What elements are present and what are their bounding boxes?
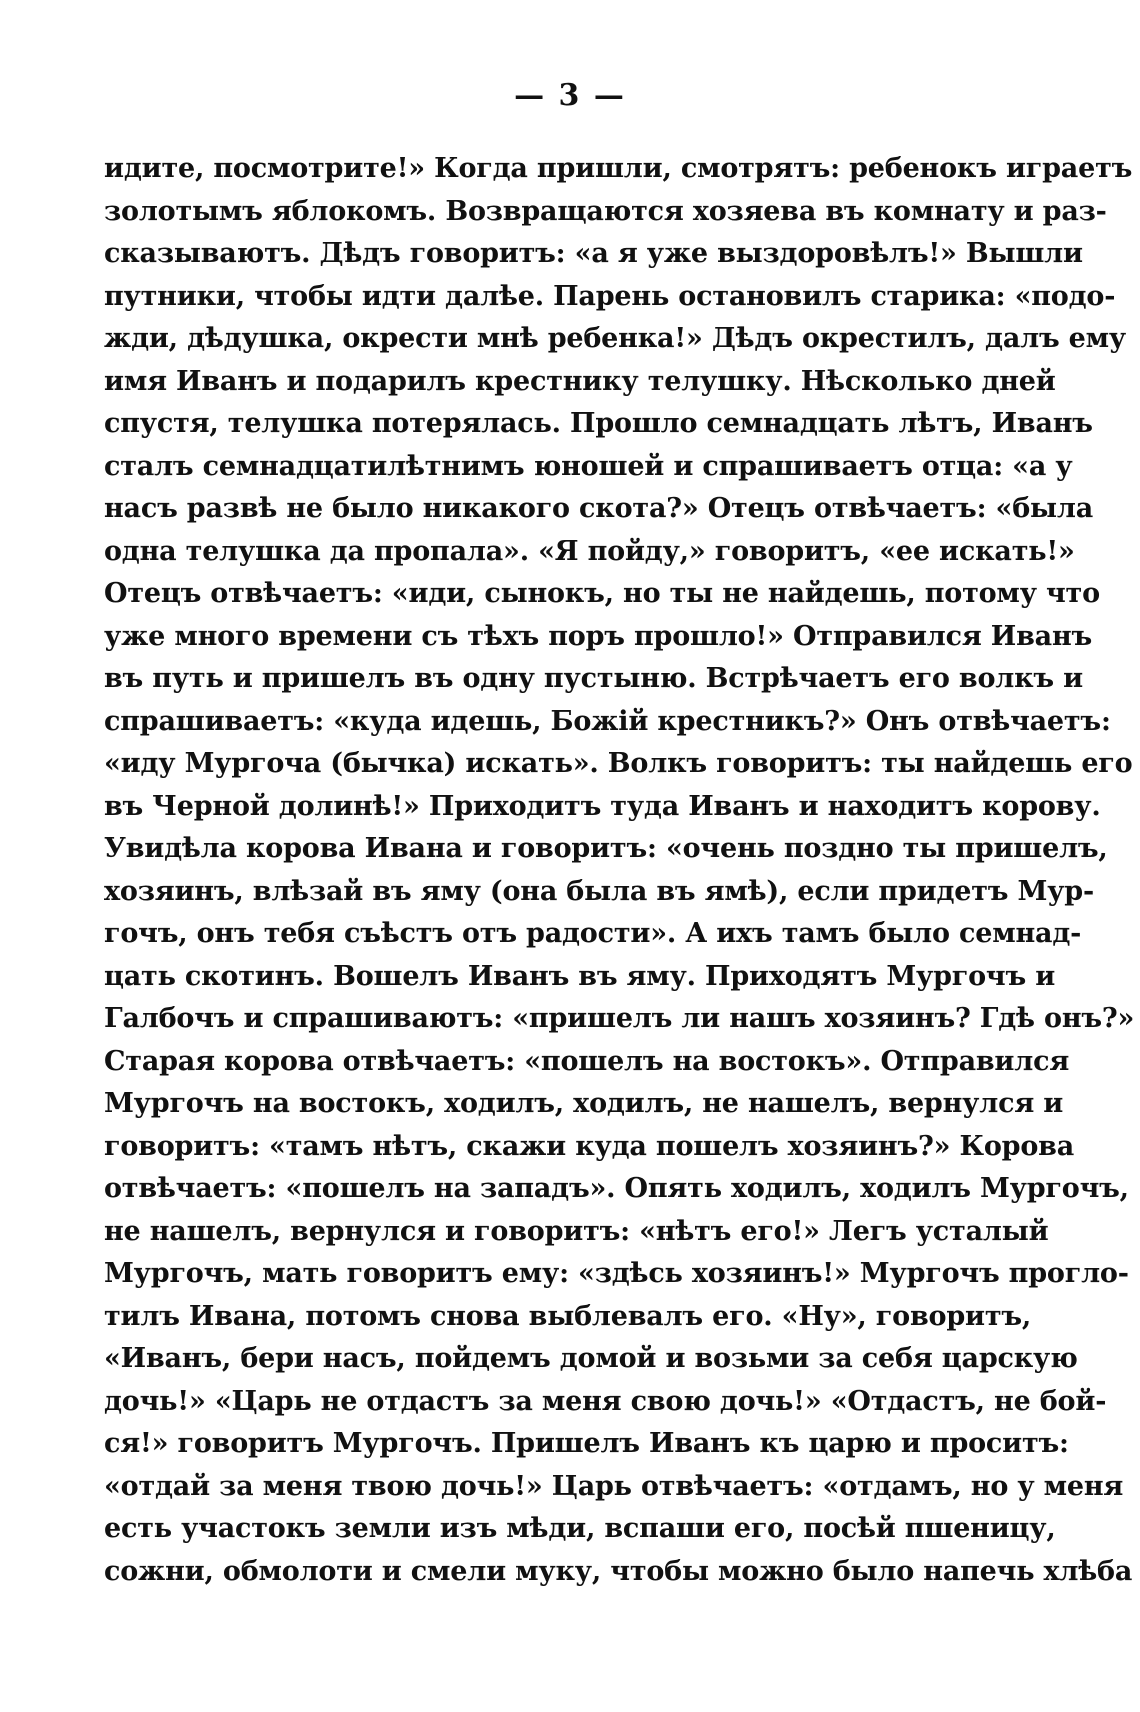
body-text — [104, 148, 1135, 1593]
text-line: тилъ Ивана, потомъ снова выблевалъ его. «Ну», говоритъ, — [104, 1300, 1032, 1332]
text-line: не нашелъ, вернулся и говоритъ: «нѣтъ его!» Легъ усталый — [104, 1215, 1049, 1247]
text-line: сожни, обмолоти и смели муку, чтобы можно было напечь хлѣба — [104, 1555, 1133, 1587]
text-line: имя Иванъ и подарилъ крестнику телушку. Нѣсколько дней — [104, 365, 1056, 397]
text-line: Увидѣла корова Ивана и говоритъ: «очень поздно ты пришелъ, — [104, 833, 1108, 864]
text-line: ся!» говоритъ Мургочъ. Пришелъ Иванъ къ царю и проситъ: — [104, 1428, 1069, 1459]
text-line: жди, дѣдушка, окрести мнѣ ребенка!» Дѣдъ окрестилъ, далъ ему — [104, 323, 1127, 354]
text-line: идите, посмотрите!» Когда пришли, смотрятъ: ребенокъ играетъ — [104, 153, 1133, 184]
text-line: Мургочъ, мать говоритъ ему: «здѣсь хозяинъ!» Мургочъ прогло- — [104, 1258, 1129, 1289]
text-line: дочь!» «Царь не отдастъ за меня свою дочь!» «Отдастъ, не бой- — [104, 1385, 1107, 1417]
text-line: сказываютъ. Дѣдъ говоритъ: «а я уже выздоровѣлъ!» Вышли — [104, 238, 1083, 269]
page-number: — 3 — — [514, 78, 626, 113]
text-line: хозяинъ, влѣзай въ яму (она была въ ямѣ), если придетъ Мур- — [104, 875, 1094, 907]
text-line: спрашиваетъ: «куда идешь, Божій крестникъ?» Онъ отвѣчаетъ: — [104, 705, 1111, 737]
text-line: есть участокъ земли изъ мѣди, вспаши его, посѣй пшеницу, — [104, 1513, 1056, 1544]
text-line: Отецъ отвѣчаетъ: «иди, сынокъ, но ты не найдешь, потому что — [104, 578, 1100, 609]
text-line: въ путь и пришелъ въ одну пустыню. Встрѣчаетъ его волкъ и — [104, 663, 1083, 694]
text-line: спустя, телушка потерялась. Прошло семнадцать лѣтъ, Иванъ — [104, 408, 1093, 439]
text-line: путники, чтобы идти далѣе. Парень остановилъ старика: «подо- — [104, 280, 1116, 312]
text-line: уже много времени съ тѣхъ поръ прошло!» Отправился Иванъ — [104, 620, 1093, 652]
text-line: «отдай за меня твою дочь!» Царь отвѣчаетъ: «отдамъ, но у меня — [104, 1470, 1124, 1502]
text-line: въ Черной долинѣ!» Приходитъ туда Иванъ и находитъ корову. — [104, 790, 1101, 822]
text-line: говоритъ: «тамъ нѣтъ, скажи куда пошелъ хозяинъ?» Корова — [104, 1130, 1074, 1162]
text-line: отвѣчаетъ: «пошелъ на западъ». Опять ходилъ, ходилъ Мургочъ, — [104, 1173, 1129, 1204]
text-line: насъ развѣ не было никакого скота?» Отецъ отвѣчаетъ: «была — [104, 493, 1094, 524]
text-line: одна телушка да пропала». «Я пойду,» говоритъ, «ее искать!» — [104, 535, 1075, 567]
text-line: «иду Мургоча (бычка) искать». Волкъ говоритъ: ты найдешь его — [104, 748, 1133, 779]
text-line: цать скотинъ. Вошелъ Иванъ въ яму. Приходятъ Мургочъ и — [104, 960, 1056, 992]
text-line: золотымъ яблокомъ. Возвращаются хозяева въ комнату и раз- — [104, 195, 1107, 227]
text-line: Галбочъ и спрашиваютъ: «пришелъ ли нашъ хозяинъ? Гдѣ онъ?» — [104, 1003, 1135, 1034]
text-line: «Иванъ, бери насъ, пойдемъ домой и возьми за себя царскую — [104, 1343, 1078, 1374]
text-line: Мургочъ на востокъ, ходилъ, ходилъ, не нашелъ, вернулся и — [104, 1088, 1064, 1119]
text-line: сталъ семнадцатилѣтнимъ юношей и спрашиваетъ отца: «а у — [104, 450, 1073, 482]
text-line: гочъ, онъ тебя съѣстъ отъ радости». А ихъ тамъ было семнад- — [104, 918, 1082, 949]
text-line: Старая корова отвѣчаетъ: «пошелъ на востокъ». Отправился — [104, 1045, 1070, 1077]
